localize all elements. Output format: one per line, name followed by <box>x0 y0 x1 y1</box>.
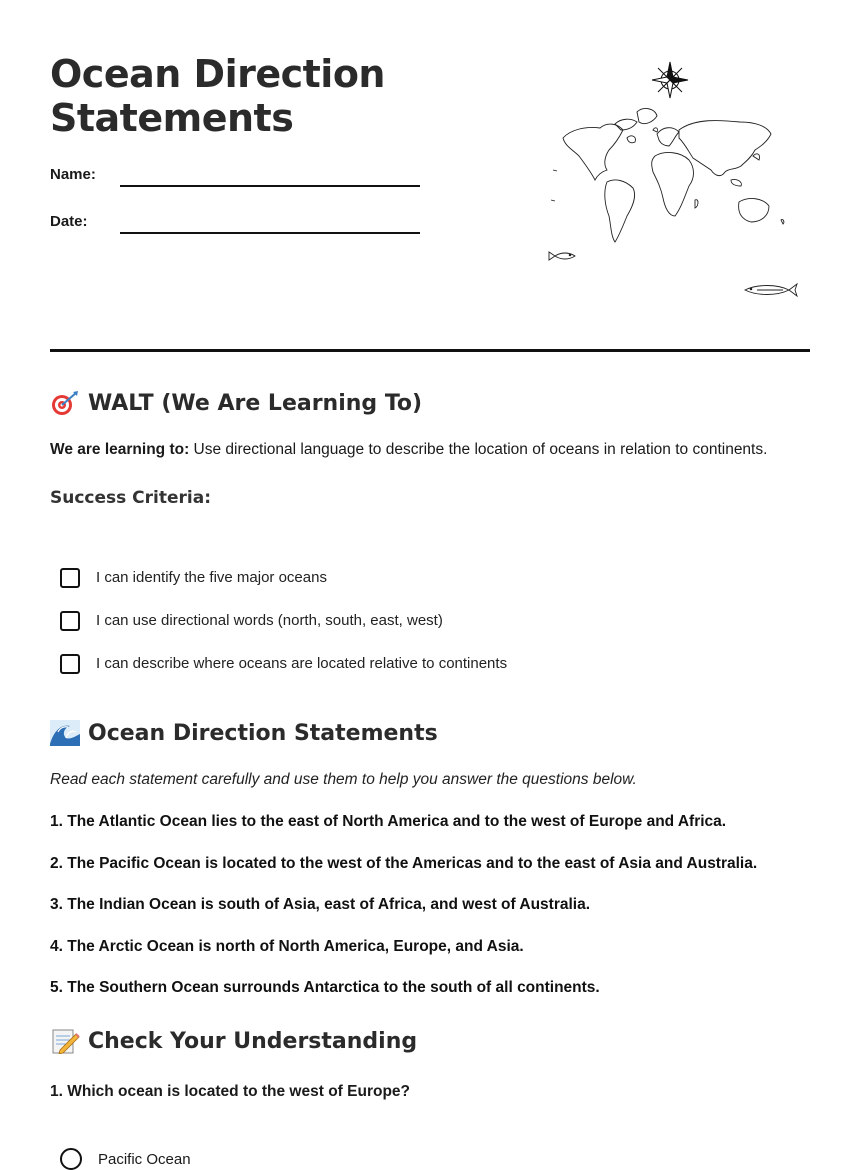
criteria-text: I can use directional words (north, south, east, west) <box>96 612 443 629</box>
criteria-checkbox[interactable] <box>60 568 80 588</box>
statement-item: 5. The Southern Ocean surrounds Antarctica to the south of all continents. <box>50 979 600 996</box>
small-fish-icon <box>549 252 575 260</box>
statement-item: 1. The Atlantic Ocean lies to the east of North America and to the west of Europe and Africa. <box>50 813 727 830</box>
walt-heading-text: WALT (We Are Learning To) <box>88 390 423 416</box>
compass-rose-icon <box>652 62 688 98</box>
statements-list <box>50 813 757 1021</box>
criteria-item[interactable] <box>60 556 507 599</box>
check-heading-text: Check Your Understanding <box>88 1028 418 1054</box>
criteria-item[interactable] <box>60 599 507 642</box>
question-1: 1. Which ocean is located to the west of Europe? <box>50 1083 410 1100</box>
name-line[interactable] <box>120 185 420 187</box>
walt-heading <box>50 390 422 416</box>
statements-heading-text: Ocean Direction Statements <box>88 720 438 746</box>
check-heading <box>50 1028 417 1054</box>
criteria-item[interactable] <box>60 642 507 685</box>
world-map-illustration <box>545 60 805 305</box>
answer-radio[interactable] <box>60 1148 82 1170</box>
criteria-text: I can identify the five major oceans <box>96 569 327 586</box>
section-divider <box>50 349 810 352</box>
success-criteria-list <box>60 556 507 685</box>
date-label: Date: <box>50 213 88 230</box>
long-fish-icon <box>745 284 797 296</box>
memo-icon <box>50 1028 80 1054</box>
wave-icon <box>50 720 80 746</box>
world-map-icon <box>551 109 784 242</box>
target-icon <box>50 390 80 416</box>
statement-item: 4. The Arctic Ocean is north of North America, Europe, and Asia. <box>50 937 524 955</box>
success-criteria-heading: Success Criteria: <box>50 488 212 508</box>
statements-heading <box>50 720 438 746</box>
learning-label: We are learning to: <box>50 441 190 458</box>
answer-option-text: Pacific Ocean <box>98 1150 191 1168</box>
date-line[interactable] <box>120 232 420 234</box>
learning-statement <box>50 441 767 459</box>
statement-item: 3. The Indian Ocean is south of Asia, east of Africa, and west of Australia. <box>50 896 591 913</box>
learning-text: Use directional language to describe the location of oceans in relation to continents. <box>189 441 768 458</box>
answer-option[interactable] <box>60 1148 191 1170</box>
page-title: Ocean Direction Statements <box>50 52 385 140</box>
statements-intro: Read each statement carefully and use them to help you answer the questions below. <box>50 771 637 788</box>
criteria-text: I can describe where oceans are located relative to continents <box>96 655 508 672</box>
name-label: Name: <box>50 166 96 183</box>
criteria-checkbox[interactable] <box>60 611 80 631</box>
statement-item: 2. The Pacific Ocean is located to the west of the Americas and to the east of Asia and Australia. <box>50 854 758 872</box>
criteria-checkbox[interactable] <box>60 654 80 674</box>
